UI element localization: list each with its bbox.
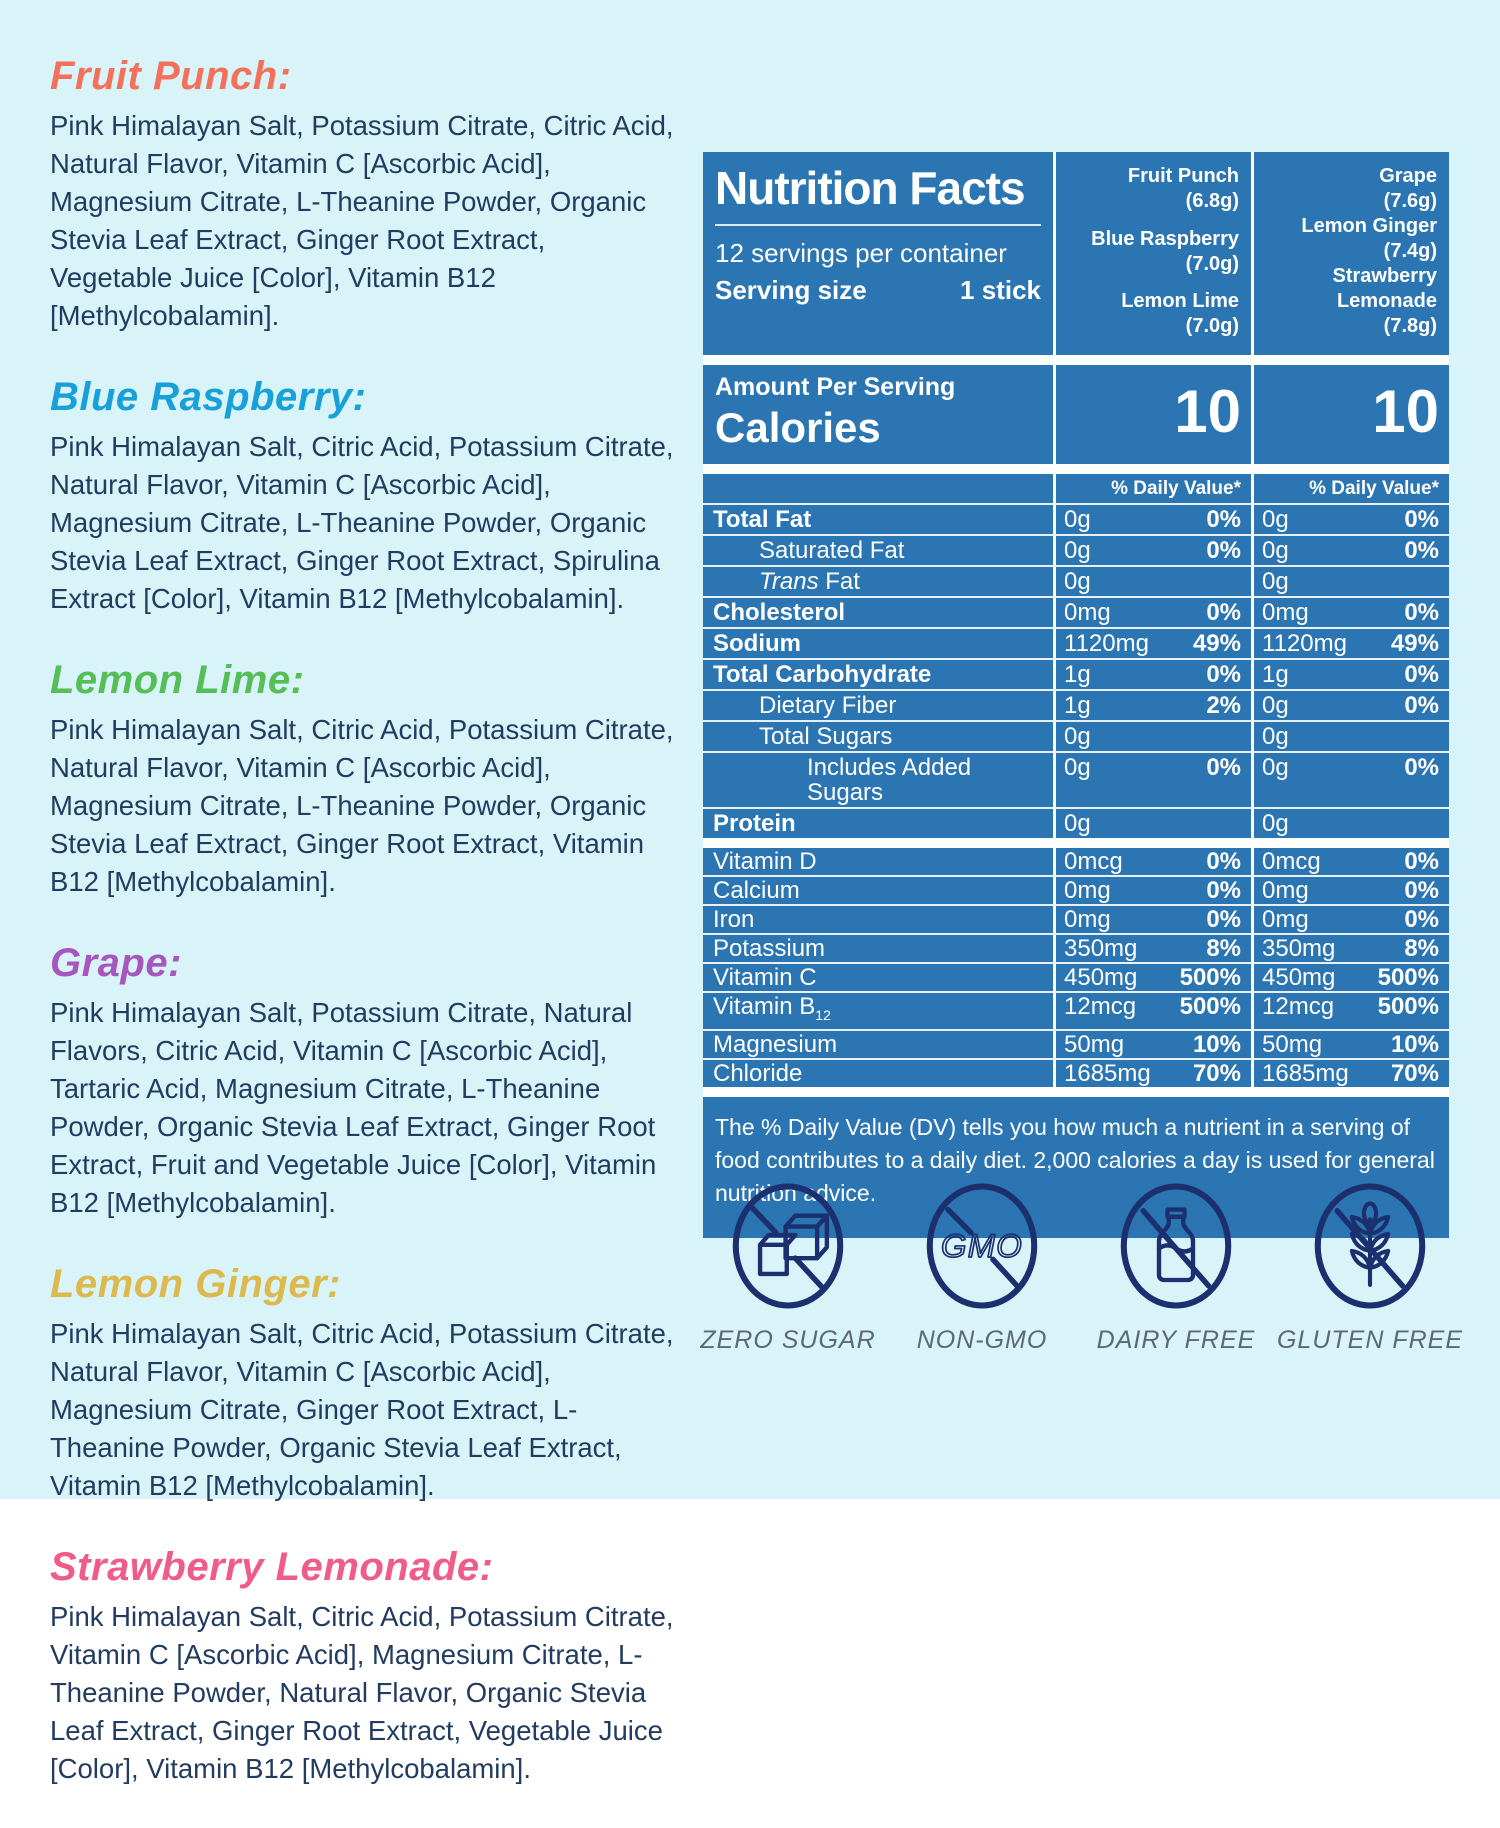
flavor-entry: Lemon Ginger (7.4g) — [1301, 215, 1437, 262]
badge-label: GLUTEN FREE — [1276, 1326, 1464, 1354]
nutrient-value-col1: 0mg 0% — [1053, 877, 1251, 904]
ingredient-list: Pink Himalayan Salt, Potassium Citrate, Citric Acid, Natural Flavor, Vitamin C [Ascorbic Acid], Magnesium Citrate, L-Theanine Powder, Organic Stevia Leaf Extract, Ginger Root Extract, Vegetable Juice [Color], Vitamin B12 [Methylcobalamin]. — [50, 110, 674, 331]
nutrient-label: Total Carbohydrate — [713, 661, 932, 688]
flavor-heading: Strawberry Lemonade: — [50, 1545, 494, 1589]
nutrient-value-col1: 0g — [1053, 567, 1251, 596]
nutrition-facts-panel — [703, 152, 1449, 1238]
table-row — [703, 536, 1449, 567]
nutrient-rows — [703, 505, 1449, 838]
divider — [703, 838, 1449, 848]
flavor-entry: Lemon Lime (7.0g) — [1121, 290, 1239, 337]
nutrient-value-col2: 0g — [1251, 809, 1449, 838]
nutrient-label: Magnesium — [713, 1030, 838, 1058]
nutrient-value-col2: 0mg 0% — [1251, 598, 1449, 627]
badge-zero-sugar — [698, 1178, 878, 1355]
nutrient-label: Iron — [713, 906, 755, 933]
badge-label: NON-GMO — [916, 1326, 1048, 1354]
nutrient-label: Chloride — [713, 1059, 803, 1087]
flavor-heading: Blue Raspberry: — [50, 375, 367, 419]
nutrient-label: Sodium — [713, 630, 801, 657]
table-row — [703, 877, 1449, 906]
badge-gluten-free — [1276, 1178, 1464, 1355]
flavor-heading: Lemon Lime: — [50, 658, 305, 702]
divider — [703, 464, 1449, 474]
table-row — [703, 809, 1449, 838]
badge-dairy-free — [1086, 1178, 1266, 1355]
ingredient-section — [50, 1545, 675, 1788]
nutrient-label: Cholesterol — [713, 599, 846, 626]
flavor-column-1 — [1053, 152, 1251, 355]
nutrient-value-col1: 1120mg 49% — [1053, 629, 1251, 658]
panel-header — [703, 152, 1449, 355]
nutrient-value-col1: 50mg 10% — [1053, 1031, 1251, 1058]
table-row — [703, 629, 1449, 660]
nutrient-value-col2: 0g 0% — [1251, 753, 1449, 807]
serving-size-value: 1 stick — [960, 275, 1041, 306]
flavor-heading: Grape: — [50, 941, 182, 985]
non-gmo-icon — [919, 1178, 1045, 1314]
nutrient-label: Protein — [713, 810, 796, 837]
ingredient-section — [50, 941, 675, 1222]
nutrient-value-col2: 1g 0% — [1251, 660, 1449, 689]
nutrient-label: Potassium — [713, 935, 826, 962]
nutrient-value-col1: 1685mg 70% — [1053, 1060, 1251, 1087]
daily-value-footnote: The % Daily Value (DV) tells you how much a nutrient in a serving of food contributes to a daily diet. 2,000 calories a day is used for general nutrition advice. — [715, 1113, 1435, 1206]
flavor-entry: Grape (7.6g) — [1379, 165, 1437, 212]
nutrient-label: Vitamin D — [713, 848, 817, 875]
nutrient-label: Calcium — [713, 877, 800, 904]
nutrient-value-col2: 350mg 8% — [1251, 935, 1449, 962]
table-row — [703, 906, 1449, 935]
divider — [703, 1087, 1449, 1097]
nutrient-value-col1: 1g 2% — [1053, 691, 1251, 720]
nutrient-label: Total Sugars — [759, 723, 893, 750]
flavor-entry: Strawberry Lemonade (7.8g) — [1332, 265, 1437, 337]
daily-value-header-row — [703, 474, 1449, 505]
nutrient-value-col2: 1685mg 70% — [1251, 1060, 1449, 1087]
flavor-heading: Lemon Ginger: — [50, 1262, 341, 1306]
nutrient-value-col2: 0g 0% — [1251, 691, 1449, 720]
nutrient-value-col1: 0g 0% — [1053, 536, 1251, 565]
gluten-free-icon — [1307, 1178, 1433, 1314]
daily-value-header-col2: % Daily Value* — [1251, 474, 1449, 503]
ingredient-list: Pink Himalayan Salt, Citric Acid, Potassium Citrate, Natural Flavor, Vitamin C [Ascorbic Acid], Magnesium Citrate, L-Theanine Powder, Organic Stevia Leaf Extract, Ginger Root Extract, Spirulina Extract [Color], Vitamin B12 [Methylcobalamin]. — [50, 431, 674, 614]
flavor-heading: Fruit Punch: — [50, 54, 292, 98]
table-row — [703, 567, 1449, 598]
nutrient-value-col1: 0mcg 0% — [1053, 848, 1251, 875]
ingredient-section — [50, 54, 675, 335]
serving-size-label: Serving size — [715, 275, 867, 306]
nutrient-value-col1: 0g — [1053, 722, 1251, 751]
nutrient-value-col2: 0g — [1251, 567, 1449, 596]
table-row — [703, 848, 1449, 877]
badge-non-gmo — [892, 1178, 1072, 1355]
flavor-entry: Blue Raspberry (7.0g) — [1091, 227, 1239, 275]
nutrient-value-col2: 0g 0% — [1251, 536, 1449, 565]
table-row — [703, 964, 1449, 993]
nutrient-label: Total Fat — [713, 506, 812, 533]
nutrient-value-col1: 0g 0% — [1053, 753, 1251, 807]
nutrient-label: Trans Fat — [759, 568, 860, 595]
vitamin-rows — [703, 848, 1449, 1087]
nutrient-value-col1: 350mg 8% — [1053, 935, 1251, 962]
nutrient-label: Dietary Fiber — [759, 692, 897, 719]
nutrient-value-col1: 12mcg 500% — [1053, 993, 1251, 1029]
table-row — [703, 1060, 1449, 1087]
ingredient-list: Pink Himalayan Salt, Citric Acid, Potassium Citrate, Natural Flavor, Vitamin C [Ascorbic Acid], Magnesium Citrate, Ginger Root Extract, L-Theanine Powder, Organic Stevia Leaf Extract, Vitamin B12 [Methylcobalamin]. — [50, 1318, 674, 1501]
nutrient-value-col2: 0g 0% — [1251, 505, 1449, 534]
ingredient-section — [50, 375, 675, 618]
table-row — [703, 691, 1449, 722]
nutrient-value-col2: 0mcg 0% — [1251, 848, 1449, 875]
certification-badges — [698, 1178, 1464, 1355]
calories-value-col2: 10 — [1251, 365, 1449, 464]
table-row — [703, 505, 1449, 536]
calories-section — [703, 365, 1449, 464]
nutrient-value-col1: 0g — [1053, 809, 1251, 838]
nutrient-label: Saturated Fat — [759, 537, 905, 564]
table-row — [703, 660, 1449, 691]
ingredient-list: Pink Himalayan Salt, Citric Acid, Potassium Citrate, Natural Flavor, Vitamin C [Ascorbic Acid], Magnesium Citrate, L-Theanine Powder, Organic Stevia Leaf Extract, Ginger Root Extract, Vitamin B12 [Methylcobalamin]. — [50, 714, 674, 897]
calories-label: Calories — [715, 404, 881, 451]
calories-value-col1: 10 — [1053, 365, 1251, 464]
dairy-free-icon — [1113, 1178, 1239, 1314]
nutrient-value-col2: 0g — [1251, 722, 1449, 751]
nutrient-value-col2: 450mg 500% — [1251, 964, 1449, 991]
nutrient-value-col1: 0mg 0% — [1053, 598, 1251, 627]
nutrient-value-col2: 0mg 0% — [1251, 906, 1449, 933]
nutrient-label: Vitamin C — [713, 964, 817, 991]
nutrient-label: Vitamin $B_{12}$ — [713, 993, 831, 1023]
badge-label: DAIRY FREE — [1096, 1326, 1256, 1354]
flavor-entry: Fruit Punch (6.8g) — [1127, 165, 1239, 212]
flavor-column-2 — [1251, 152, 1449, 355]
amount-per-serving-label: Amount Per Serving — [715, 373, 956, 401]
table-row — [703, 993, 1449, 1031]
badge-label: ZERO SUGAR — [700, 1326, 876, 1354]
nutrient-value-col1: 0mg 0% — [1053, 906, 1251, 933]
calories-left — [703, 365, 1053, 464]
nutrient-value-col2: 12mcg 500% — [1251, 993, 1449, 1029]
table-row — [703, 1031, 1449, 1060]
ingredient-section — [50, 1262, 675, 1505]
nutrition-facts-title: Nutrition Facts — [715, 164, 1041, 226]
panel-header-left — [703, 152, 1053, 355]
table-row — [703, 598, 1449, 629]
table-row — [703, 753, 1449, 809]
nutrient-value-col1: 1g 0% — [1053, 660, 1251, 689]
nutrient-label: Includes Added Sugars — [807, 754, 972, 806]
daily-value-header-col1: % Daily Value* — [1053, 474, 1251, 503]
nutrient-value-col2: 0mg 0% — [1251, 877, 1449, 904]
divider — [703, 355, 1449, 365]
svg-text:GMO: GMO — [941, 1226, 1023, 1264]
ingredient-list: Pink Himalayan Salt, Citric Acid, Potassium Citrate, Vitamin C [Ascorbic Acid], Magnesium Citrate, L-Theanine Powder, Natural Flavor, Organic Stevia Leaf Extract, Ginger Root Extract, Vegetable Juice [Color], Vitamin B12 [Methylcobalamin]. — [50, 1601, 674, 1784]
ingredients-column — [50, 54, 675, 1828]
nutrient-value-col1: 450mg 500% — [1053, 964, 1251, 991]
table-row — [703, 722, 1449, 753]
nutrient-value-col1: 0g 0% — [1053, 505, 1251, 534]
table-row — [703, 935, 1449, 964]
ingredient-section — [50, 658, 675, 901]
servings-per-container: 12 servings per container — [715, 238, 1007, 269]
no-sugar-icon — [725, 1178, 851, 1314]
nutrient-value-col2: 50mg 10% — [1251, 1031, 1449, 1058]
nutrient-value-col2: 1120mg 49% — [1251, 629, 1449, 658]
serving-size-row — [715, 275, 1041, 306]
ingredient-list: Pink Himalayan Salt, Potassium Citrate, Natural Flavors, Citric Acid, Vitamin C [Ascorbic Acid], Tartaric Acid, Magnesium Citrate, L-Theanine Powder, Organic Stevia Leaf Extract, Ginger Root Extract, Fruit and Vegetable Juice [Color], Vitamin B12 [Methylcobalamin]. — [50, 997, 657, 1218]
